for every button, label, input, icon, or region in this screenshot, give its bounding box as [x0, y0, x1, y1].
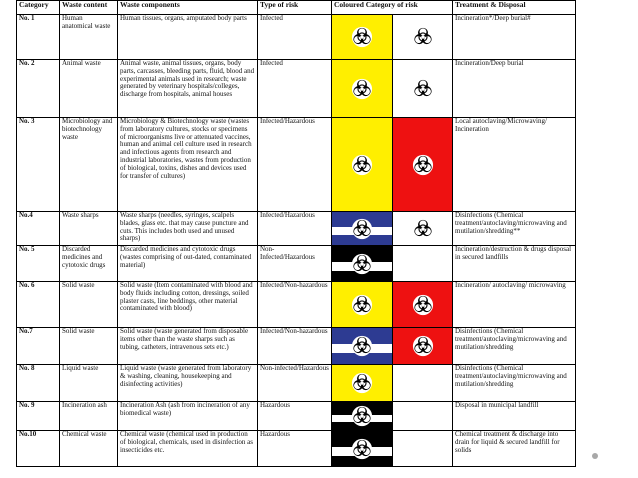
colour-cell-left [332, 246, 393, 282]
colour-cell-right [393, 15, 453, 60]
table-row [17, 246, 576, 282]
table-row [17, 365, 576, 402]
table-row [17, 431, 576, 467]
cell-treatment: Incineration/Deep burial [453, 60, 576, 118]
cell-components: Solid waste (Item contaminated with blood and body fluids including cotton, dressings, soiled plaster casts, line beddings, other material contaminated with blood) [118, 282, 258, 328]
cell-content: Liquid waste [60, 365, 118, 402]
cell-category: No. 5 [17, 246, 60, 282]
colour-cell-left [332, 365, 393, 402]
biohazard-icon [351, 335, 373, 357]
biohazard-icon [351, 253, 373, 275]
biohazard-icon [351, 372, 373, 394]
cell-content: Incineration ash [60, 402, 118, 431]
cell-category: No. 1 [17, 15, 60, 60]
table-row [17, 60, 576, 118]
cell-risk: Infected/Non-hazardous [258, 328, 332, 365]
waste-category-table [16, 0, 576, 467]
colour-cell-right [393, 431, 453, 467]
biohazard-icon [412, 294, 434, 316]
cell-content: Solid waste [60, 282, 118, 328]
colour-cell-right [393, 282, 453, 328]
cell-treatment: Local autoclaving/Microwaving/ Incineration [453, 118, 576, 212]
colour-cell-right [393, 246, 453, 282]
cell-risk: Infected/Non-hazardous [258, 282, 332, 328]
cell-treatment: Incineration*/Deep burial# [453, 15, 576, 60]
cell-components: Chemical waste (chemical used in production of biological, chemicals, used in disinfection as insecticides etc. [118, 431, 258, 467]
biohazard-icon [351, 26, 373, 48]
header-row [17, 1, 576, 15]
colour-cell-right [393, 328, 453, 365]
colour-cell-left [332, 282, 393, 328]
table-row [17, 328, 576, 365]
cell-category: No.7 [17, 328, 60, 365]
table-row [17, 118, 576, 212]
table-row [17, 282, 576, 328]
colour-cell-right [393, 212, 453, 246]
cell-components: Liquid waste (waste generated from laboratory & washing, cleaning, housekeeping and disinfecting activities) [118, 365, 258, 402]
colour-cell-right [393, 118, 453, 212]
cell-risk: Non-Infected/Hazardous [258, 246, 332, 282]
cell-treatment: Disposal in municipal landfill [453, 402, 576, 431]
cell-risk: Infected [258, 60, 332, 118]
colour-cell-right [393, 402, 453, 431]
table-row [17, 15, 576, 60]
cell-components: Microbiology & Biotechnology waste (wastes from laboratory cultures, stocks or specimens of microorganisms live or attenuated vaccines, human and animal cell culture used in research and infectious agents from research and industrial laboratories, wastes from production of biological, toxins, dishes and devices used for transfer of cultures) [118, 118, 258, 212]
header-coloured-category: Coloured Category of risk [332, 1, 453, 15]
biohazard-icon [351, 438, 373, 460]
header-type-of-risk: Type of risk [258, 1, 332, 15]
biohazard-icon [412, 26, 434, 48]
cell-category: No. 9 [17, 402, 60, 431]
cell-category: No. 6 [17, 282, 60, 328]
biohazard-icon [412, 78, 434, 100]
colour-cell-left [332, 60, 393, 118]
cell-components: Discarded medicines and cytotoxic drugs (wastes comprising of out-dated, contaminated material) [118, 246, 258, 282]
cell-content: Microbiology and biotechnology waste [60, 118, 118, 212]
cell-treatment: Disinfections (Chemical treatment/autoclaving/microwaving and mutilation/shredding** [453, 212, 576, 246]
cell-content: Chemical waste [60, 431, 118, 467]
cell-risk: Infected/Hazardous [258, 118, 332, 212]
biohazard-icon [351, 405, 373, 427]
cell-components: Incineration Ash (ash from incineration of any biomedical waste) [118, 402, 258, 431]
colour-cell-right [393, 365, 453, 402]
cell-components: Human tissues, organs, amputated body parts [118, 15, 258, 60]
cell-category: No.4 [17, 212, 60, 246]
cell-components: Waste sharps (needles, syringes, scalpels blades, glass etc. that may cause puncture and cuts. This includes both used and unused sharps) [118, 212, 258, 246]
biohazard-icon [351, 154, 373, 176]
cell-risk: Non-infected/Hazardous [258, 365, 332, 402]
cell-treatment: Disinfections (Chemical treatment/autoclaving/microwaving and mutilation/shredding [453, 365, 576, 402]
cell-content: Animal waste [60, 60, 118, 118]
cell-treatment: Chemical treatment & discharge into drain for liquid & secured landfill for solids [453, 431, 576, 467]
colour-cell-left [332, 431, 393, 467]
biohazard-icon [412, 154, 434, 176]
cell-content: Discarded medicines and cytotoxic drugs [60, 246, 118, 282]
colour-cell-right [393, 60, 453, 118]
colour-cell-left [332, 15, 393, 60]
cell-category: No.10 [17, 431, 60, 467]
cell-components: Solid waste (waste generated from disposable items other than the waste sharps such as tubing, catheters, intravenous sets etc.) [118, 328, 258, 365]
header-waste-content: Waste content [60, 1, 118, 15]
table-row [17, 212, 576, 246]
colour-cell-left [332, 328, 393, 365]
cell-treatment: Incineration/ autoclaving/ microwaving [453, 282, 576, 328]
table-row [17, 402, 576, 431]
colour-cell-left [332, 118, 393, 212]
colour-cell-left [332, 212, 393, 246]
cell-content: Human anatomical waste [60, 15, 118, 60]
cell-category: No. 8 [17, 365, 60, 402]
biohazard-icon [351, 218, 373, 240]
cell-risk: Infected [258, 15, 332, 60]
cell-risk: Infected/Hazardous [258, 212, 332, 246]
biohazard-icon [351, 294, 373, 316]
header-waste-components: Waste components [118, 1, 258, 15]
cell-content: Solid waste [60, 328, 118, 365]
header-treatment: Treatment & Disposal [453, 1, 576, 15]
cell-risk: Hazardous [258, 431, 332, 467]
cell-content: Waste sharps [60, 212, 118, 246]
cell-treatment: Incineration/destruction & drugs disposal in secured landfills [453, 246, 576, 282]
cell-risk: Hazardous [258, 402, 332, 431]
header-category: Category [17, 1, 60, 15]
colour-cell-left [332, 402, 393, 431]
cell-components: Animal waste, animal tissues, organs, body parts, carcasses, bleeding parts, fluid, blood and experimental animals used in research; waste generated by veterinary hospitals/colleges, discharge from hospitals, animal houses [118, 60, 258, 118]
cell-category: No. 2 [17, 60, 60, 118]
biohazard-icon [412, 218, 434, 240]
cell-treatment: Disinfections (Chemical treatment/autoclaving/microwaving and mutilation/shredding [453, 328, 576, 365]
biohazard-icon [351, 78, 373, 100]
slide-bullet-dot [592, 453, 598, 459]
biohazard-icon [412, 335, 434, 357]
cell-category: No. 3 [17, 118, 60, 212]
